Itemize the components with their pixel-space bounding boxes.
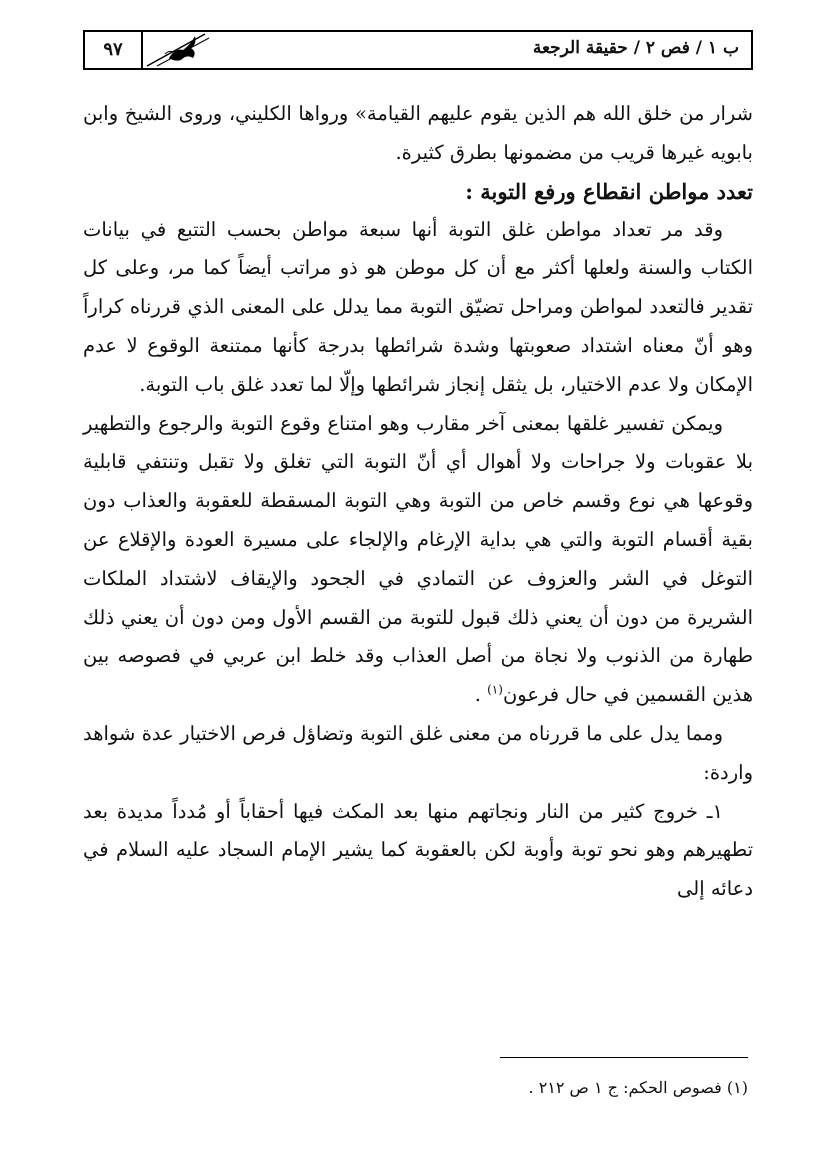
- footnote-divider: [500, 1057, 748, 1058]
- body-text: [83, 95, 753, 909]
- paragraph-1: شرار من خلق الله هم الذين يقوم عليهم القيامة» ورواها الكليني، وروى الشيخ وابن بابويه غيرها قريب من مضمونها بطرق كثيرة.: [83, 102, 753, 164]
- paragraph-5: ١ـ خروج كثير من النار ونجاتهم منها بعد المكث فيها أحقاباً أو مُدداً مديدة بعد تطهيرهم وهو نحو توبة وأوبة لكن بالعقوبة كما يشير الإمام السجاد عليه السلام في دعائه إلى: [83, 799, 753, 901]
- page-header: [83, 30, 753, 70]
- paragraph-2: وقد مر تعداد مواطن غلق التوبة أنها سبعة مواطن بحسب التتبع في بيانات الكتاب والسنة ولعلها أكثر مع أن كل موطن هو ذو مراتب أيضاً كما مر، وعلى كل تقدير فالتعدد لمواطن ومراحل تضيّق التوبة مما يدلل على المعنى الذي قررناه كراراً وهو أنّ معناه اشتداد صعوبتها وشدة شرائطها بدرجة كأنها ممتنعة الوقوع لا عدم الإمكان ولا عدم الاختيار، بل يثقل إنجاز شرائطها وإلّا لما تعدد غلق باب التوبة.: [83, 217, 753, 396]
- paragraph-3-text: ويمكن تفسير غلقها بمعنى آخر مقارب وهو امتناع وقوع التوبة والرجوع والتطهير بلا عقوبات ولا جراحات ولا أهوال أي أنّ التوبة التي تغلق ولا تقبل وتنتفي قابلية وقوعها هي نوع وقسم خاص من التوبة وهي التوبة المسقطة للعقوبة والعذاب دون بقية أقسام التوبة والتي هي بداية الإرغام والإلجاء على مسيرة العودة والإقلاع عن التوغل في الشر والعزوف عن التمادي في الجحود والإيقاف لاشتداد الملكات الشريرة من دون أن يعني ذلك قبول للتوبة من القسم الأول ومن دون أن يعني ذلك طهارة من الذنوب ولا نجاة من أصل العذاب وقد خلط ابن عربي في فصوصه بين هذين القسمين في حال فرعون: [83, 411, 753, 707]
- section-heading: تعدد مواطن انقطاع ورفع التوبة :: [465, 178, 753, 204]
- footnote-marker: (١): [487, 682, 503, 697]
- page-number: ٩٧: [85, 32, 143, 68]
- paragraph-3: [83, 405, 753, 715]
- ornament-icon: [143, 32, 211, 68]
- paragraph-4: ومما يدل على ما قررناه من معنى غلق التوبة وتضاؤل فرص الاختيار عدة شواهد واردة:: [83, 721, 753, 784]
- running-title: ب ١ / فص ٢ / حقيقة الرجعة: [532, 38, 739, 58]
- footnote: (١) فصوص الحكم: ج ١ ص ٢١٢ .: [528, 1078, 748, 1097]
- paragraph-3-end: .: [474, 683, 488, 707]
